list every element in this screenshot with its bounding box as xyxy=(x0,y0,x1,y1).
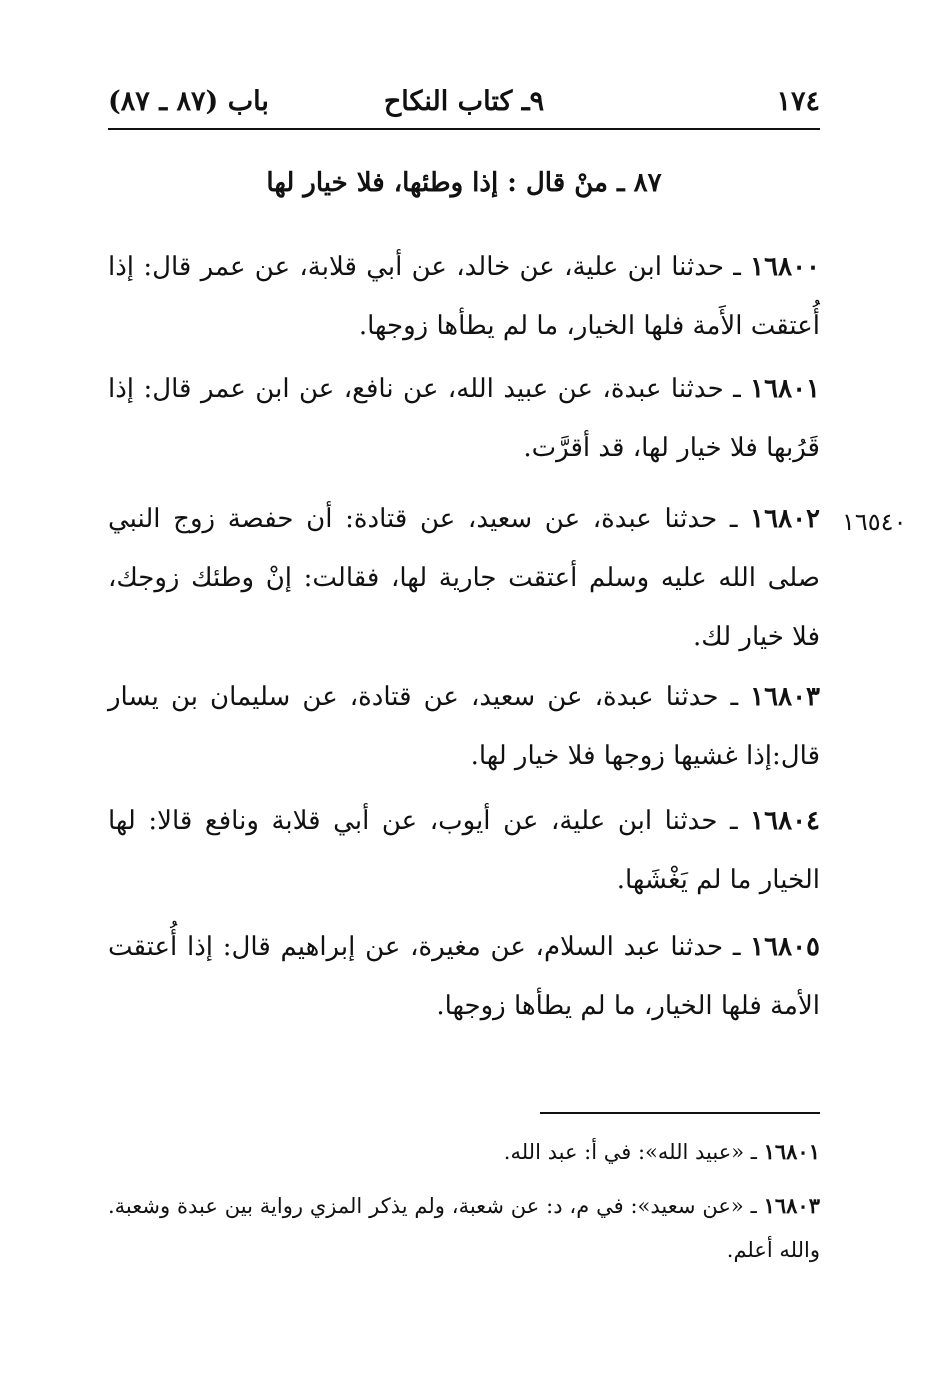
footnote xyxy=(108,1184,820,1272)
footnote xyxy=(108,1130,820,1174)
footnote-number: ١٦٨٠٣ xyxy=(763,1193,820,1218)
chapter-title: ٨٧ ـ منْ قال : إذا وطئها، فلا خيار لها xyxy=(266,168,662,198)
footnote-separator xyxy=(540,1112,820,1114)
hadith-number: ١٦٨٠٥ xyxy=(750,932,820,962)
hadith-number: ١٦٨٠٠ xyxy=(750,252,820,282)
running-header xyxy=(108,82,820,122)
page-number: ١٧٤ xyxy=(776,86,820,117)
hadith-entry xyxy=(108,668,820,786)
footnote-text: ـ «عبيد الله»: في أ: عبد الله. xyxy=(503,1140,764,1164)
hadith-entry xyxy=(108,238,820,356)
footnote-number: ١٦٨٠١ xyxy=(763,1139,820,1164)
hadith-text: ـ حدثنا ابن علية، عن خالد، عن أبي قلابة، عن عمر قال: إذا أُعتقت الأَمة فلها الخيار، ما لم يطأها زوجها. xyxy=(108,252,820,341)
hadith-number: ١٦٨٠٢ xyxy=(750,504,820,534)
hadith-entry xyxy=(108,360,820,478)
header-rule xyxy=(108,128,820,130)
hadith-text: ـ حدثنا عبدة، عن سعيد، عن قتادة، عن سليمان بن يسار قال:إذا غشيها زوجها فلا خيار لها. xyxy=(108,682,820,771)
hadith-text: ـ حدثنا ابن علية، عن أيوب، عن أبي قلابة ونافع قالا: لها الخيار ما لم يَغْشَها. xyxy=(108,806,820,895)
margin-reference-number: ١٦٥٤٠ xyxy=(842,508,907,536)
hadith-number: ١٦٨٠٤ xyxy=(750,806,820,836)
footnote-text: ـ «عن سعيد»: في م، د: عن شعبة، ولم يذكر المزي رواية بين عبدة وشعبة. والله أعلم. xyxy=(108,1194,820,1262)
hadith-text: ـ حدثنا عبد السلام، عن مغيرة، عن إبراهيم قال: إذا أُعتقت الأمة فلها الخيار، ما لم يطأها زوجها. xyxy=(108,932,820,1021)
book-title: ٩ـ كتاب النكاح xyxy=(383,86,545,117)
hadith-entry xyxy=(108,918,820,1036)
hadith-entry xyxy=(108,490,820,667)
hadith-number: ١٦٨٠١ xyxy=(750,374,820,404)
hadith-text: ـ حدثنا عبدة، عن عبيد الله، عن نافع، عن ابن عمر قال: إذا قَرُبها فلا خيار لها، قد أقرَّت. xyxy=(108,374,820,463)
hadith-entry xyxy=(108,792,820,910)
hadith-text: ـ حدثنا عبدة، عن سعيد، عن قتادة: أن حفصة زوج النبي صلى الله عليه وسلم أعتقت جارية لها، فقالت: إنْ وطئك زوجك، فلا خيار لك. xyxy=(108,504,820,652)
chapter-range: باب (٨٧ ـ ٨٧) xyxy=(108,86,269,117)
hadith-number: ١٦٨٠٣ xyxy=(750,682,820,712)
